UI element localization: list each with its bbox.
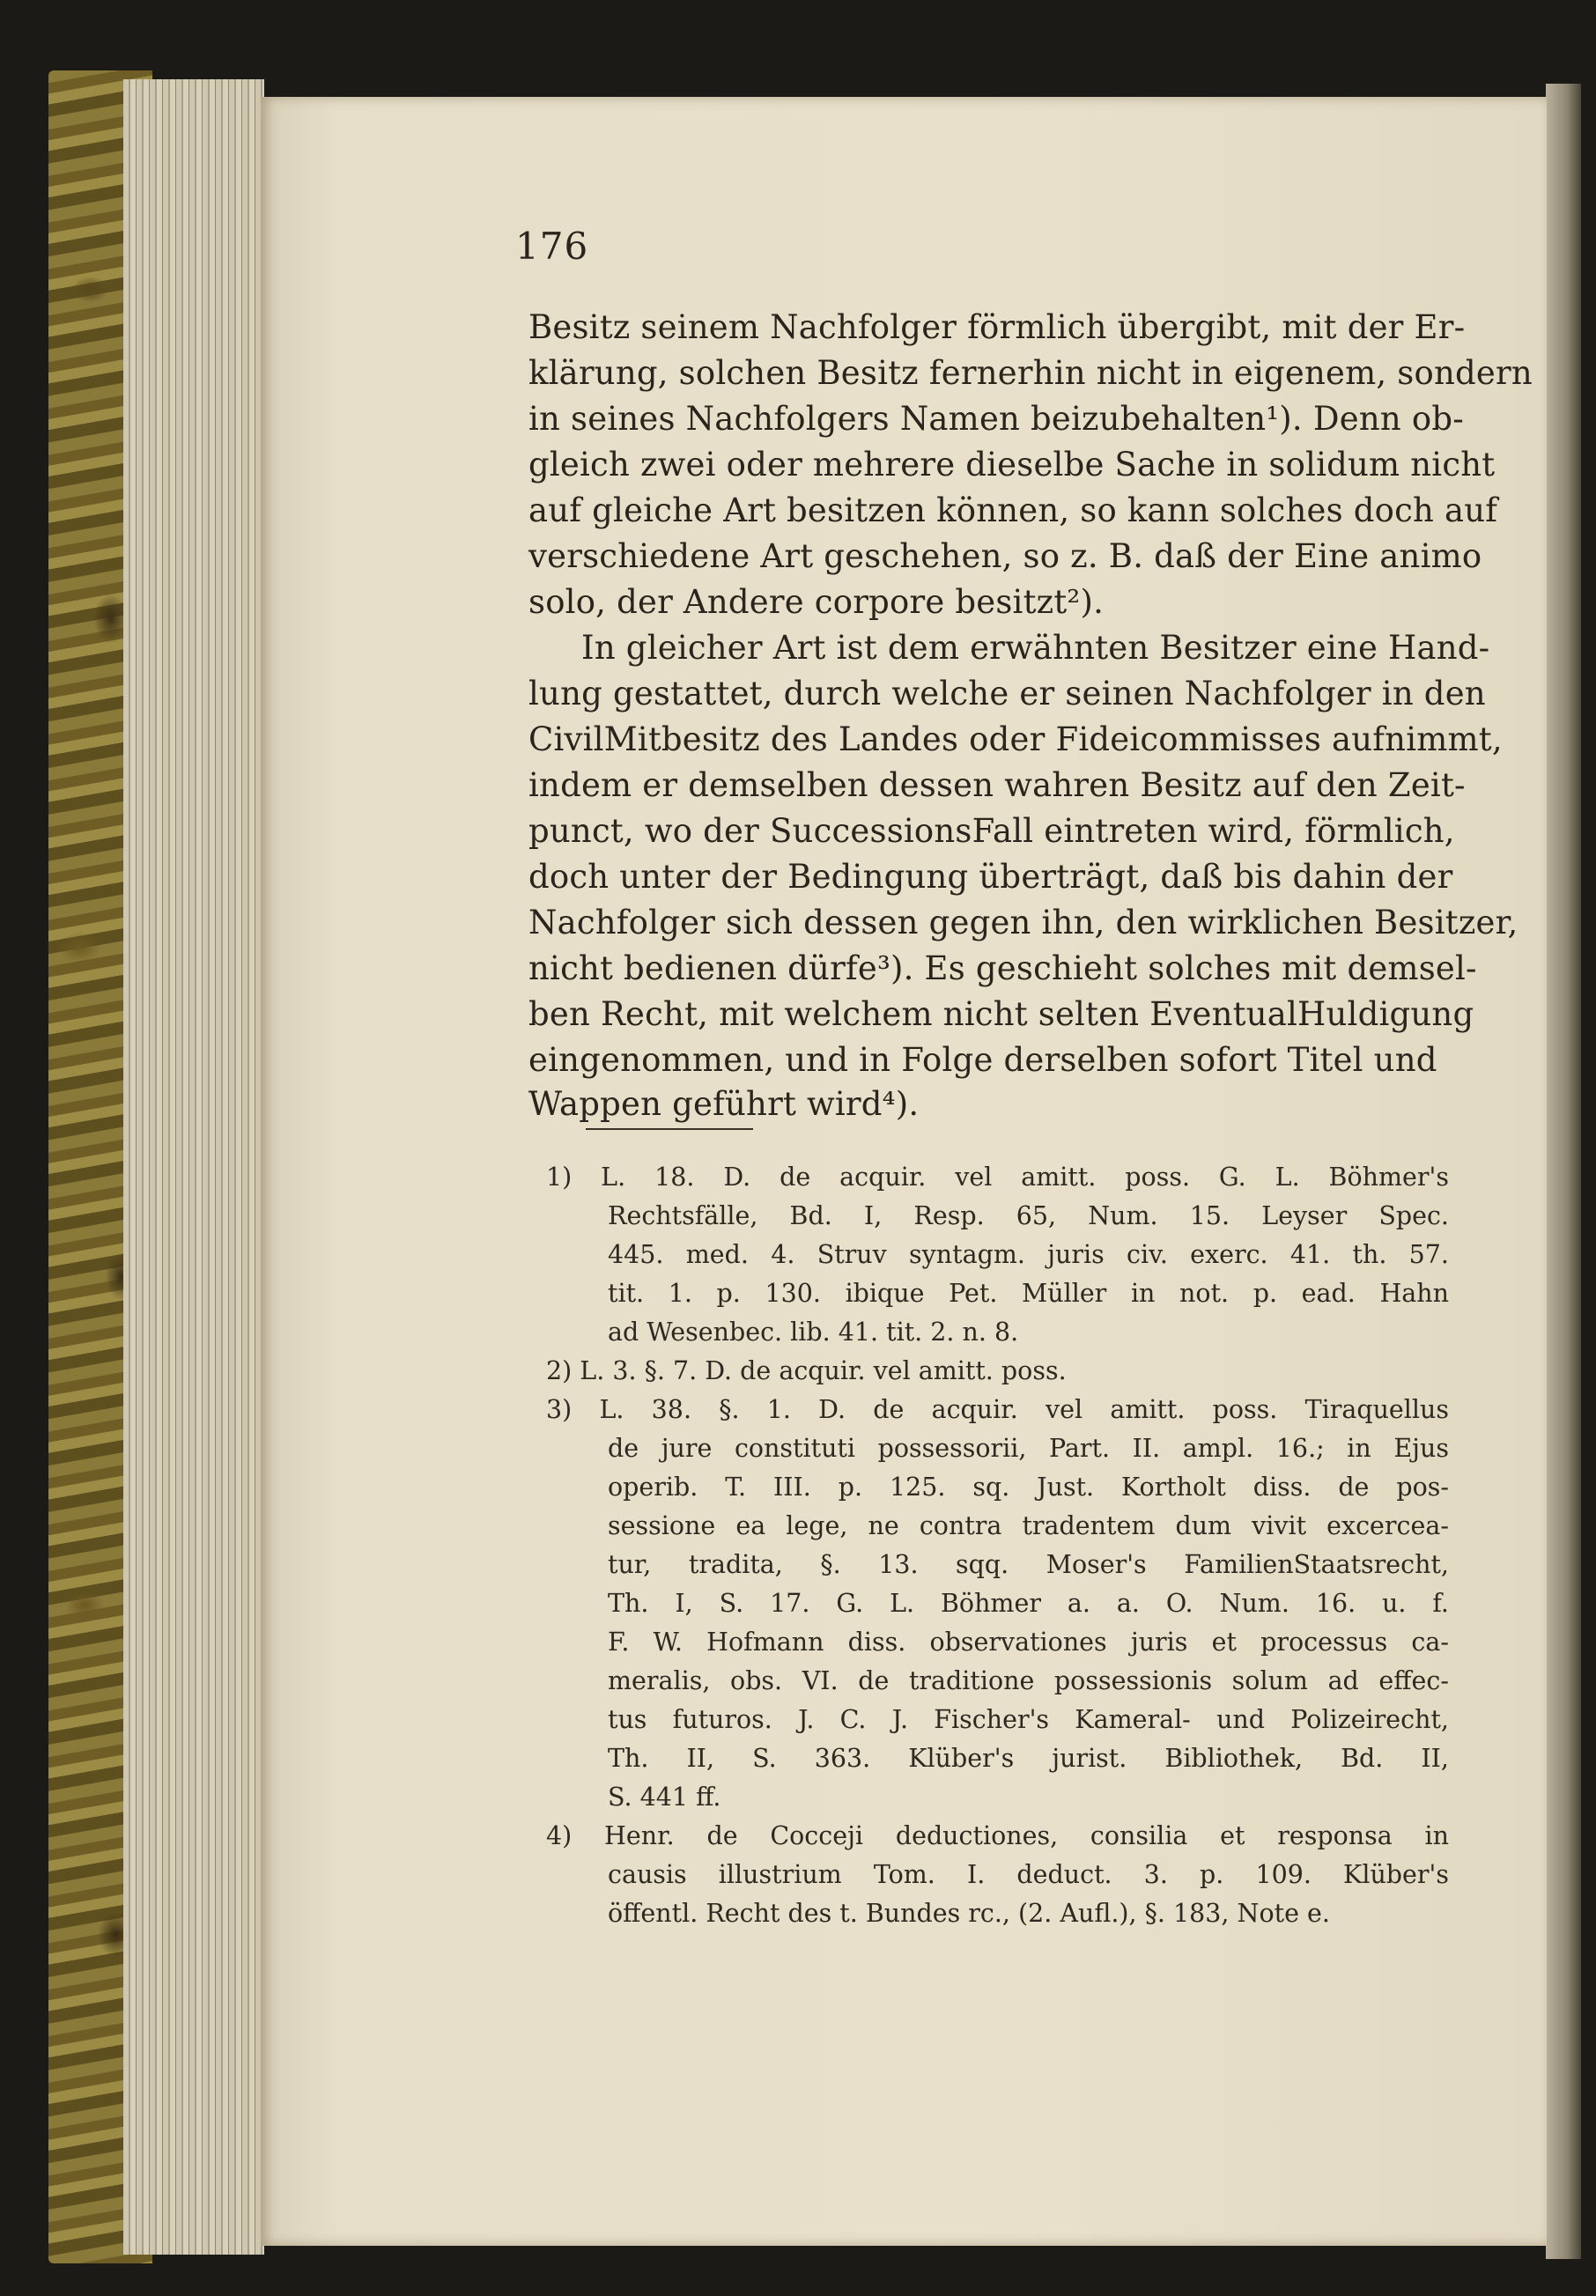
footnote-line: operib. T. III. p. 125. sq. Just. Kortholt diss. de pos- bbox=[608, 1473, 1449, 1502]
body-line: Nachfolger sich dessen gegen ihn, den wirklichen Besitzer, bbox=[528, 904, 1518, 941]
page-number: 176 bbox=[515, 225, 589, 268]
book-right-edge bbox=[1546, 84, 1581, 2259]
footnote-line: ad Wesenbec. lib. 41. tit. 2. n. 8. bbox=[608, 1318, 1019, 1347]
footnote-line: F. W. Hofmann diss. observationes juris et processus ca- bbox=[608, 1628, 1449, 1657]
body-line: lung gestattet, durch welche er seinen Nachfolger in den bbox=[528, 675, 1486, 712]
footnote-line: 4) Henr. de Cocceji deductiones, consilia et responsa in bbox=[546, 1821, 1449, 1850]
body-line: CivilMitbesitz des Landes oder Fideicommisses aufnimmt, bbox=[528, 720, 1503, 758]
body-line: Wappen geführt wird⁴). bbox=[528, 1085, 920, 1123]
footnote-line: 445. med. 4. Struv syntagm. juris civ. exerc. 41. th. 57. bbox=[608, 1240, 1449, 1269]
body-line: in seines Nachfolgers Namen beizubehalten¹). Denn ob- bbox=[528, 400, 1464, 438]
body-line: In gleicher Art ist dem erwähnten Besitzer eine Hand- bbox=[581, 629, 1490, 667]
footnote-line: S. 441 ff. bbox=[608, 1783, 721, 1812]
footnote-line: 2) L. 3. §. 7. D. de acquir. vel amitt. poss. bbox=[546, 1356, 1067, 1385]
body-line: verschiedene Art geschehen, so z. B. daß der Eine animo bbox=[528, 537, 1482, 575]
body-line: gleich zwei oder mehrere dieselbe Sache in solidum nicht bbox=[528, 446, 1496, 484]
body-line: doch unter der Bedingung überträgt, daß bis dahin der bbox=[528, 858, 1453, 896]
body-line: punct, wo der SuccessionsFall eintreten wird, förmlich, bbox=[528, 812, 1455, 850]
footnote-line: 3) L. 38. §. 1. D. de acquir. vel amitt. poss. Tiraquellus bbox=[546, 1395, 1449, 1424]
footnote-line: Th. I, S. 17. G. L. Böhmer a. a. O. Num. 16. u. f. bbox=[608, 1589, 1449, 1618]
footnote-line: öffentl. Recht des t. Bundes rc., (2. Aufl.), §. 183, Note e. bbox=[608, 1899, 1330, 1928]
body-line: klärung, solchen Besitz fernerhin nicht in eigenem, sondern bbox=[528, 354, 1533, 392]
footnote-line: Th. II, S. 363. Klüber's jurist. Bibliothek, Bd. II, bbox=[608, 1744, 1449, 1773]
footnote-line: causis illustrium Tom. I. deduct. 3. p. 109. Klüber's bbox=[608, 1860, 1449, 1889]
body-line: indem er demselben dessen wahren Besitz auf den Zeit- bbox=[528, 766, 1466, 804]
body-line: ben Recht, mit welchem nicht selten EventualHuldigung bbox=[528, 995, 1474, 1033]
body-line: nicht bedienen dürfe³). Es geschieht solches mit demsel- bbox=[528, 949, 1477, 987]
footnote-line: de jure constituti possessorii, Part. II. ampl. 16.; in Ejus bbox=[608, 1434, 1449, 1463]
footnote-line: meralis, obs. VI. de traditione possessionis solum ad effec- bbox=[608, 1666, 1449, 1695]
body-line: solo, der Andere corpore besitzt²). bbox=[528, 583, 1105, 621]
body-line: auf gleiche Art besitzen können, so kann solches doch auf bbox=[528, 491, 1498, 529]
footnote-line: 1) L. 18. D. de acquir. vel amitt. poss. G. L. Böhmer's bbox=[546, 1163, 1449, 1192]
page-block-edges bbox=[123, 79, 264, 2255]
body-line: eingenommen, und in Folge derselben sofort Titel und bbox=[528, 1041, 1437, 1079]
footnote-line: tus futuros. J. C. J. Fischer's Kameral- und Polizeirecht, bbox=[608, 1705, 1449, 1734]
body-line: Besitz seinem Nachfolger förmlich übergibt, mit der Er- bbox=[528, 308, 1466, 346]
footnote-line: tur, tradita, §. 13. sqq. Moser's FamilienStaatsrecht, bbox=[608, 1550, 1449, 1579]
footnote-line: sessione ea lege, ne contra tradentem dum vivit excercea- bbox=[608, 1511, 1449, 1540]
footnote-separator bbox=[586, 1128, 753, 1130]
footnote-line: tit. 1. p. 130. ibique Pet. Müller in not. p. ead. Hahn bbox=[608, 1279, 1449, 1308]
footnote-line: Rechtsfälle, Bd. I, Resp. 65, Num. 15. Leyser Spec. bbox=[608, 1201, 1449, 1230]
